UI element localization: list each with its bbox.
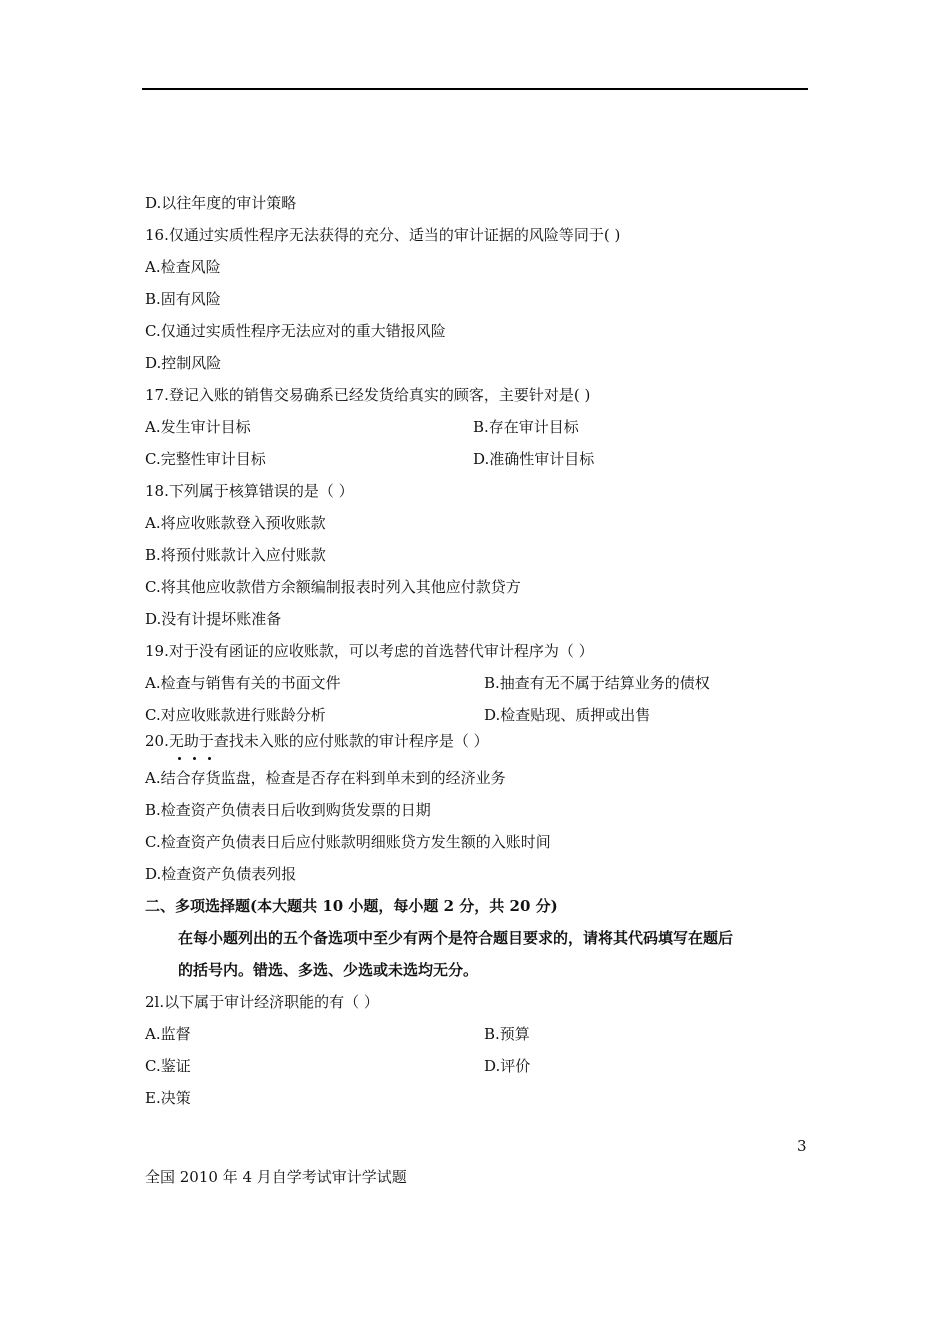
page-footer: 全国 2010 年 4 月自学考试审计学试题	[145, 1168, 407, 1186]
question-19: 19.对于没有函证的应收账款，可以考虑的首选替代审计程序为（ ）	[145, 642, 594, 660]
page-number: 3	[797, 1137, 807, 1155]
emphasis-dot	[178, 757, 181, 760]
option-21c: C.鉴证	[145, 1057, 191, 1075]
option-19a: A.检查与销售有关的书面文件	[145, 674, 341, 692]
option-17b: B.存在审计目标	[473, 418, 579, 436]
option-16d: D.控制风险	[145, 354, 222, 372]
section-instruction-cont: 的括号内。错选、多选、少选或未选均无分。	[178, 961, 479, 979]
option-17a: A.发生审计目标	[145, 418, 251, 436]
question-16: 16.仅通过实质性程序无法获得的充分、适当的审计证据的风险等同于( )	[145, 226, 621, 244]
section-heading: 二、多项选择题(本大题共 10 小题，每小题 2 分，共 20 分)	[145, 897, 558, 915]
emphasis-dot	[193, 757, 196, 760]
option-19b: B.抽查有无不属于结算业务的债权	[484, 674, 710, 692]
option-21b: B.预算	[484, 1025, 530, 1043]
option-19d: D.检查贴现、质押或出售	[484, 706, 651, 724]
header-rule	[142, 88, 808, 90]
question-18: 18.下列属于核算错误的是（ ）	[145, 482, 354, 500]
option-17d: D.准确性审计目标	[473, 450, 595, 468]
emphasis-dot	[208, 757, 211, 760]
question-21: 2l.以下属于审计经济职能的有（ ）	[145, 993, 379, 1011]
option-20d: D.检查资产负债表列报	[145, 865, 297, 883]
option-20c: C.检查资产负债表日后应付账款明细账贷方发生额的入账时间	[145, 833, 551, 851]
question-20: 20.无助于查找未入账的应付账款的审计程序是（ ）	[145, 732, 489, 750]
option-21a: A.监督	[145, 1025, 191, 1043]
option-16c: C.仅通过实质性程序无法应对的重大错报风险	[145, 322, 446, 340]
option-18b: B.将预付账款计入应付账款	[145, 546, 326, 564]
section-instruction: 在每小题列出的五个备选项中至少有两个是符合题目要求的，请将其代码填写在题后	[178, 929, 734, 947]
option-18d: D.没有计提坏账准备	[145, 610, 282, 628]
option-20a: A.结合存货监盘，检查是否存在料到单未到的经济业务	[145, 769, 506, 787]
option-19c: C.对应收账款进行账龄分析	[145, 706, 326, 724]
option-16b: B.固有风险	[145, 290, 221, 308]
option-15d: D.以往年度的审计策略	[145, 194, 297, 212]
option-20b: B.检查资产负债表日后收到购货发票的日期	[145, 801, 431, 819]
option-16a: A.检查风险	[145, 258, 221, 276]
question-17: 17.登记入账的销售交易确系已经发货给真实的顾客，主要针对是( )	[145, 386, 591, 404]
option-21e: E.决策	[145, 1089, 191, 1107]
option-18a: A.将应收账款登入预收账款	[145, 514, 326, 532]
option-18c: C.将其他应收款借方余额编制报表时列入其他应付款贷方	[145, 578, 521, 596]
option-21d: D.评价	[484, 1057, 531, 1075]
option-17c: C.完整性审计目标	[145, 450, 266, 468]
